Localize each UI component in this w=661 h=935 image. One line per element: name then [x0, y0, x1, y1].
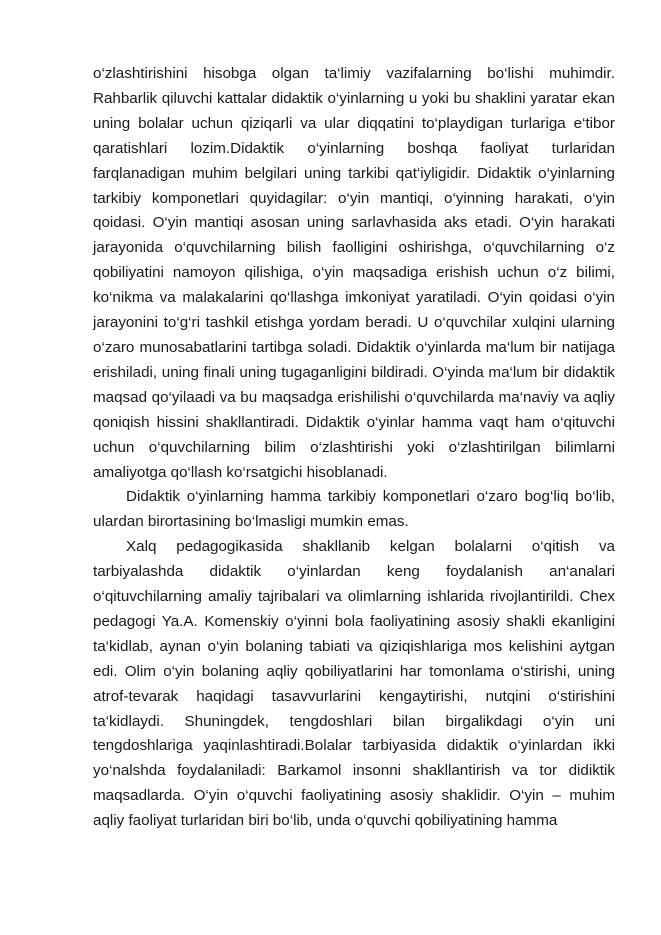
document-body: [93, 62, 615, 834]
paragraph-2: Didaktik o‘yinlarning hamma tarkibiy komponetlari o‘zaro bog‘liq bo‘lib, ulardan birortasining bo‘lmasligi mumkin emas.: [93, 488, 615, 531]
paragraph-1: o‘zlashtirishini hisobga olgan ta‘limiy vazifalarning bo‘lishi muhimdir. Rahbarlik qiluvchi kattalar didaktik o‘yinlarning u yoki bu shaklini yaratar ekan uning bolalar uchun qiziqarli va ular diqqatini to‘playdigan turlariga e‘tibor qaratishlari lozim.Didaktik o‘yinlarning boshqa faoliyat turlaridan farqlanadigan muhim belgilari uning tarkibi qat‘iyligidir. Didaktik o‘yinlarning tarkibiy komponetlari quyidagilar: o‘yin mantiqi, o‘yinning harakati, o‘yin qoidasi. O‘yin mantiqi asosan uning sarlavhasida aks etadi. O‘yin harakati jarayonida o‘quvchilarning bilish faolligini oshirishga, o‘quvchilarning o‘z qobiliyatini namoyon qilishiga, o‘yin maqsadiga erishish uchun o‘z bilimi, ko‘nikma va malakalarini qo‘llashga imkoniyat yaratiladi. O‘yin qoidasi o‘yin jarayonini to‘g‘ri tashkil etishga yordam beradi. U o‘quvchilar xulqini ularning o‘zaro munosabatlarini tartibga soladi. Didaktik o‘yinlarda ma‘lum bir natijaga erishiladi, uning finali uning tugaganligini bildiradi. O‘yinda ma‘lum bir didaktik maqsad qo‘yilaadi va bu maqsadga erishilishi o‘quvchilarda ma‘naviy va aqliy qoniqish hissini shakllantiradi. Didaktik o‘yinlar hamma vaqt ham o‘qituvchi uchun o‘quvchilarning bilim o‘zlashtirishi yoki o‘zlashtirilgan bilimlarni amaliyotga qo‘llash ko‘rsatgichi hisoblanadi.: [93, 65, 615, 481]
paragraph-3: Xalq pedagogikasida shakllanib kelgan bolalarni o‘qitish va tarbiyalashda didaktik o‘yinlardan keng foydalanish an‘analari o‘qituvchilarning amaliy tajribalari va olimlarning ishlarida rivojlantirildi. Chex pedagogi Ya.A. Komenskiy o‘yinni bola faoliyatining asosiy shakli ekanligini ta‘kidlab, aynan o‘yin bolaning tabiati va qiziqishlariga mos kelishini aytgan edi. Olim o‘yin bolaning aqliy qobiliyatlarini har tomonlama o‘stirishi, uning atrof-tevarak haqidagi tasavvurlarini kengaytirishi, nutqini o‘stirishini ta‘kidlaydi. Shuningdek, tengdoshlari bilan birgalikdagi o‘yin uni tengdoshlariga yaqinlashtiradi.Bolalar tarbiyasida didaktik o‘yinlardan ikki yo‘nalshda foydalaniladi: Barkamol insonni shakllantirish va tor didiktik maqsadlarda. O‘yin o‘quvchi faoliyatining asosiy shaklidir. O‘yin – muhim aqliy faoliyat turlaridan biri bo‘lib, unda o‘quvchi qobiliyatining hamma: [93, 538, 615, 830]
